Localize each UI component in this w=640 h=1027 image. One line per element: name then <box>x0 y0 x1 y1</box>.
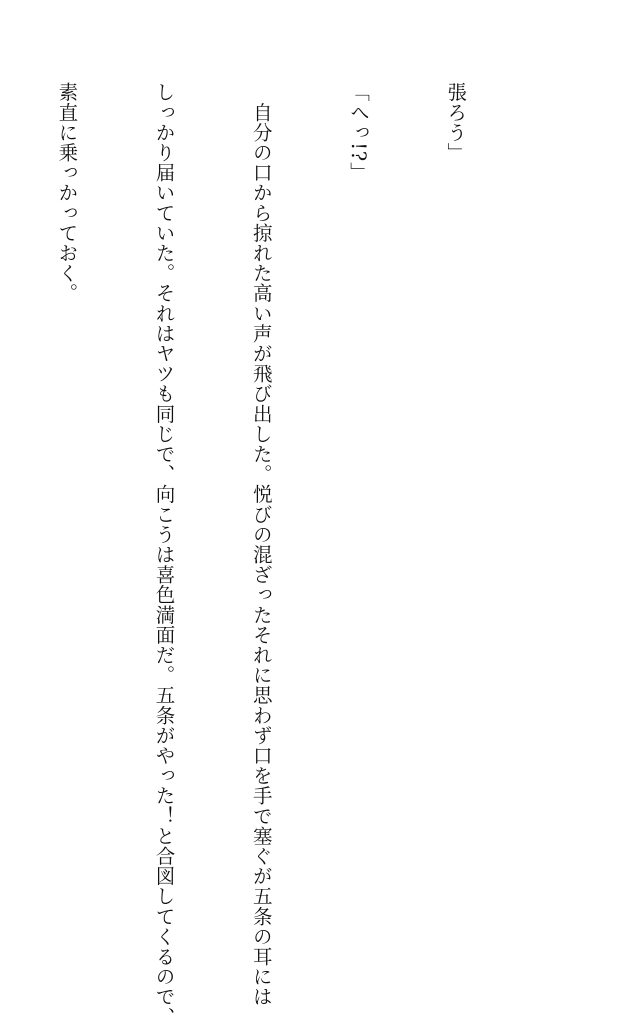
vertical-text-body <box>55 82 536 1027</box>
text-line-4: しっかり届いていた。それはヤツも同じで、向こうは喜色満面だ。五条がやった！と合図してくるので、 <box>152 82 176 1027</box>
text-line-1: 張ろう」 <box>444 82 468 163</box>
text-line-2: 「へっ!?」 <box>346 82 370 182</box>
text-line-5: 素直に乗っかっておく。 <box>55 82 79 304</box>
text-line-3: 自分の口から掠れた高い声が飛び出した。悦びの混ざったそれに思わず口を手で塞ぐが五条の耳には <box>249 82 273 1007</box>
